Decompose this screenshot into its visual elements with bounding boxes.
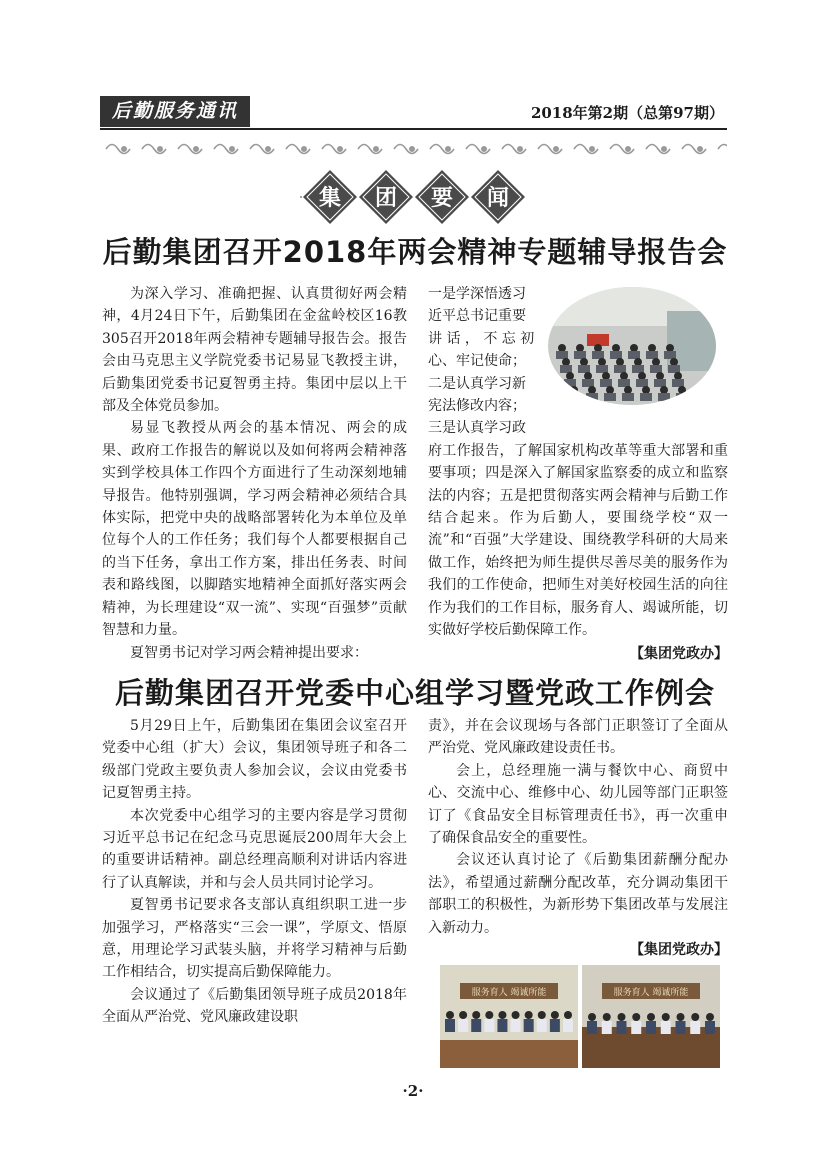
attendee-head (525, 1011, 533, 1019)
attendee-body (458, 1019, 468, 1032)
attendee-body (497, 1019, 507, 1032)
ornament-dot (626, 147, 630, 151)
audience-body (654, 379, 666, 387)
section-title (0, 168, 826, 226)
attendee-head (662, 1013, 670, 1021)
article1-paragraph: 易显飞教授从两会的基本情况、两会的成果、政府工作报告的解说以及如何将两会精神落实到学校具体工作四个方面进行了生动深刻地辅导报告。他特别强调，学习两会精神必须结合具体实际，把党中央的战略部署转化为本单位及单位每个人的工作任务；我们每个人都要根据自己的当下任务，拿出工作方案，排出任务表、时间表和路线图，以脚踏实地精神全面抓好落实两会精神，为长理建设“双一流”、实现“百强梦”贡献智慧和力量。 (102, 420, 407, 639)
audience-body (600, 379, 612, 387)
article2-credit: 【集团党政办】 (630, 942, 728, 958)
ornament-dot (662, 147, 666, 151)
audience-head (602, 372, 610, 380)
header-rule (100, 128, 727, 130)
audience-head (670, 358, 678, 366)
audience-head (648, 344, 656, 352)
audience-head (576, 344, 584, 352)
ornament-scroll (718, 145, 727, 154)
audience-head (656, 372, 664, 380)
ornament-dot (410, 147, 414, 151)
audience-body (636, 379, 648, 387)
article2-paragraph: 夏智勇书记要求各支部认真组织职工进一步加强学习，严格落实“三会一课”，学原文、悟原意，用理论学习武装头脑，并将学习精神与后勤工作相结合，切实提高后勤保障能力。 (102, 897, 407, 981)
audience-body (614, 365, 626, 373)
audience-body (586, 393, 598, 401)
attendee-body (511, 1019, 521, 1032)
attendee-body (631, 1021, 641, 1034)
ornament-dot (446, 147, 450, 151)
wrap-line: 近平总书记重要 (428, 308, 526, 325)
ornament-dot (266, 147, 270, 151)
audience-body (640, 393, 652, 401)
attendee-head (677, 1013, 685, 1021)
audience-head (594, 344, 602, 352)
audience-head (588, 386, 596, 394)
audience-head (580, 358, 588, 366)
wrap-line: 一是学深悟透习 (428, 286, 526, 302)
ornament-dot (194, 147, 198, 151)
audience-body (664, 351, 676, 359)
article2-right-column (428, 715, 728, 939)
audience-head (620, 372, 628, 380)
title-char: 集 (318, 186, 342, 211)
audience-head (612, 344, 620, 352)
ornament-dot (302, 147, 306, 151)
audience-body (658, 393, 670, 401)
attendee-body (676, 1021, 686, 1034)
article1-left-column (102, 283, 407, 664)
attendee-body (587, 1021, 597, 1034)
wrap-line: 二是认真学习新 (428, 375, 526, 392)
audience-body (668, 365, 680, 373)
article1-wrap-text (428, 283, 540, 440)
audience-head (606, 386, 614, 394)
audience-body (618, 379, 630, 387)
audience-head (598, 358, 606, 366)
ornamental-border (100, 138, 727, 160)
article2-paragraph: 会议通过了《后勤集团领导班子成员2018年全面从严治党、党风廉政建设职 (102, 986, 407, 1026)
attendee-body (602, 1021, 612, 1034)
publication-badge: 后勤服务通讯 (100, 96, 250, 127)
page-number: ·2· (402, 1082, 424, 1100)
audience-body (574, 351, 586, 359)
title-char: 团 (374, 186, 398, 211)
article1-paragraph-continued: 府工作报告，了解国家机构改革等重大部署和重要事项；四是深入了解国家监察委的成立和监察法的内容；五是把贯彻落实两会精神与后勤工作结合起来。作为后勤人，要围绕学校“双一流”和“百强”大学建设、围绕教学科研的大局来做工作，始终把为师生提供尽善尽美的服务作为我们的工作使命，把师生对美好校园生活的向往作为我们的工作目标，服务育人、竭诚所能，切实做好学校后勤保障工作。 (428, 442, 728, 639)
audience-head (566, 372, 574, 380)
article1-paragraph: 为深入学习、准确把握、认真贯彻好两会精神，4月24日下午，后勤集团在金盆岭校区16教305召开2018年两会精神专题辅导报告会。报告会由马克思主义学院党委书记易显飞教授主讲，后勤集团党委书记夏智勇主持。集团中层以上干部及全体党员参加。 (102, 286, 407, 415)
audience-body (578, 365, 590, 373)
meeting-photo-conference (582, 965, 720, 1068)
ornament-dot (698, 147, 702, 151)
audience-head (652, 358, 660, 366)
attendee-head (632, 1013, 640, 1021)
article2-left-column (102, 715, 407, 1029)
attendee-head (647, 1013, 655, 1021)
lecture-hall-photo (547, 286, 717, 406)
attendee-body (445, 1019, 455, 1032)
attendee-head (485, 1011, 493, 1019)
audience-body (564, 379, 576, 387)
audience-head (584, 372, 592, 380)
audience-head (616, 358, 624, 366)
wrap-line: 心、牢记使命； (428, 353, 526, 370)
attendee-head (551, 1011, 559, 1019)
ornament-dot (482, 147, 486, 151)
audience-head (674, 372, 682, 380)
title-char: 要 (430, 186, 454, 211)
audience-body (632, 365, 644, 373)
audience-head (624, 386, 632, 394)
attendee-body (617, 1021, 627, 1034)
article1-headline: 后勤集团召开2018年两会精神专题辅导报告会 (102, 235, 728, 269)
audience-body (604, 393, 616, 401)
wrap-line: 讲 话 ， 不 忘 初 (428, 330, 535, 347)
audience-body (628, 351, 640, 359)
ornament-dot (518, 147, 522, 151)
attendee-head (459, 1011, 467, 1019)
attendee-body (537, 1019, 547, 1032)
audience-head (634, 358, 642, 366)
meeting-photo-signing (440, 965, 578, 1068)
audience-head (570, 386, 578, 394)
attendee-head (706, 1013, 714, 1021)
attendee-body (563, 1019, 573, 1032)
attendee-body (690, 1021, 700, 1034)
article2-paragraph: 会上，总经理施一满与餐饮中心、商贸中心、交流中心、维修中心、幼儿园等部门正职签订了《食品安全目标管理责任书》，再一次重申了确保食品安全的重要性。 (428, 762, 728, 847)
article1-paragraph: 夏智勇书记对学习两会精神提出要求： (130, 644, 368, 661)
audience-body (610, 351, 622, 359)
audience-head (678, 386, 686, 394)
attendee-body (524, 1019, 534, 1032)
audience-head (660, 386, 668, 394)
audience-head (558, 344, 566, 352)
attendee-body (661, 1021, 671, 1034)
article2-paragraph: 责》，并在会议现场与各部门正职签订了全面从严治党、党风廉政建设责任书。 (428, 718, 728, 757)
attendee-head (446, 1011, 454, 1019)
audience-body (676, 393, 688, 401)
audience-body (672, 379, 684, 387)
article2-headline: 后勤集团召开党委中心组学习暨党政工作例会 (114, 676, 715, 710)
audience-body (596, 365, 608, 373)
attendee-head (498, 1011, 506, 1019)
attendee-head (691, 1013, 699, 1021)
audience-head (666, 344, 674, 352)
attendee-head (538, 1011, 546, 1019)
title-char: 闻 (486, 186, 510, 211)
ornament-dot (554, 147, 558, 151)
article2-paragraph: 5月29日上午，后勤集团在集团会议室召开党委中心组（扩大）会议，集团领导班子和各二级部门党政主要负责人参加会议，会议由党委书记夏智勇主持。 (102, 718, 407, 802)
attendee-head (603, 1013, 611, 1021)
attendee-head (564, 1011, 572, 1019)
ornament-dot (158, 147, 162, 151)
attendee-body (484, 1019, 494, 1032)
article2-paragraph: 会议还认真讨论了《后勤集团薪酬分配办法》，希望通过薪酬分配改革，充分调动集团干部职工的积极性，为新形势下集团改革与发展注入新动力。 (428, 852, 728, 936)
audience-head (562, 358, 570, 366)
ornament-dot (374, 147, 378, 151)
article2-paragraph: 本次党委中心组学习的主要内容是学习贯彻习近平总书记在纪念马克思诞辰200周年大会上的重要讲话精神。副总经理高顺利对讲话内容进行了认真解读，并和与会人员共同讨论学习。 (102, 807, 407, 891)
audience-body (582, 379, 594, 387)
wrap-line: 宪法修改内容； (428, 398, 526, 415)
audience-body (592, 351, 604, 359)
photo-banner-text: 服务育人 竭诚所能 (471, 988, 547, 998)
ornament-dot (590, 147, 594, 151)
attendee-head (588, 1013, 596, 1021)
audience-body (622, 393, 634, 401)
audience-body (568, 393, 580, 401)
ornament-dot (338, 147, 342, 151)
attendee-body (646, 1021, 656, 1034)
audience-body (560, 365, 572, 373)
audience-head (638, 372, 646, 380)
ornament-dot (122, 147, 126, 151)
attendee-body (550, 1019, 560, 1032)
audience-body (650, 365, 662, 373)
attendee-head (512, 1011, 520, 1019)
issue-number: 2018年第2期（总第97期） (530, 104, 724, 122)
audience-body (556, 351, 568, 359)
audience-head (630, 344, 638, 352)
article1-credit: 【集团党政办】 (630, 646, 728, 662)
ornament-dot (230, 147, 234, 151)
attendee-body (705, 1021, 715, 1034)
audience-body (646, 351, 658, 359)
photo-banner-text: 服务育人 竭诚所能 (613, 988, 689, 998)
attendee-body (471, 1019, 481, 1032)
attendee-head (472, 1011, 480, 1019)
audience-head (642, 386, 650, 394)
attendee-head (618, 1013, 626, 1021)
wrap-line: 三是认真学习政 (428, 420, 526, 437)
